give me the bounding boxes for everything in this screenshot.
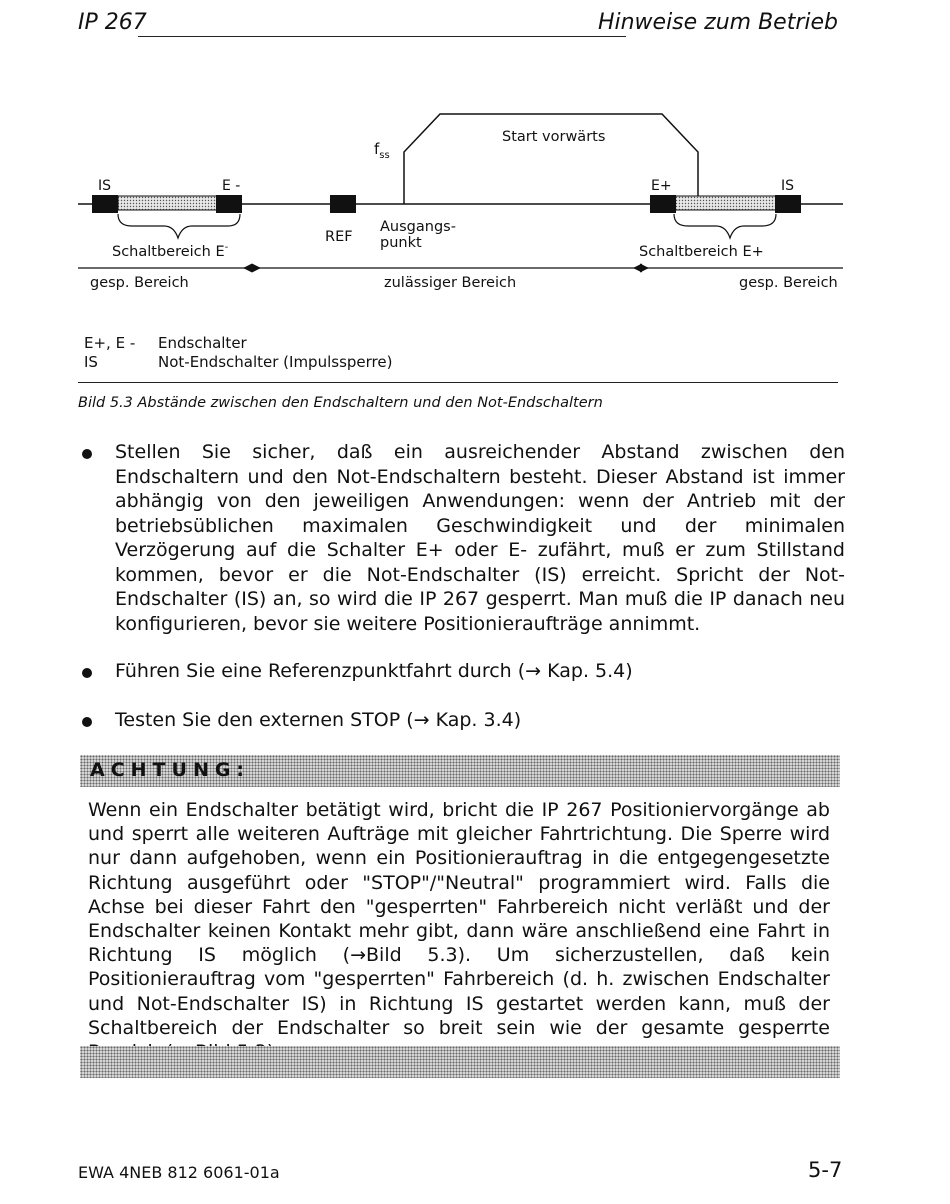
e-plus-label: E+ <box>651 178 672 194</box>
ausgangspunkt-label-2: punkt <box>380 235 422 251</box>
bullet-text: Führen Sie eine Referenzpunktfahrt durch (→ Kap. 5.4) <box>115 660 633 682</box>
bullet-dot <box>82 717 92 727</box>
zulaessiger-bereich-label: zulässiger Bereich <box>384 275 517 291</box>
page-number: 5-7 <box>808 1158 843 1182</box>
e-minus-block <box>216 195 242 213</box>
ref-block <box>330 195 356 213</box>
gesp-bereich-left-label: gesp. Bereich <box>90 275 189 291</box>
bullet-dot <box>82 449 92 459</box>
fss-label: $f_{ss}$ <box>374 140 390 161</box>
e-plus-block <box>650 195 676 213</box>
limit-switch-diagram <box>0 100 950 390</box>
warning-label: ACHTUNG: <box>90 759 251 781</box>
brace-right <box>674 214 776 238</box>
schaltbereich-minus-label: Schaltbereich E- <box>112 242 229 260</box>
header-left-title: IP 267 <box>78 10 147 35</box>
schaltbereich-minus-zone <box>118 196 218 210</box>
is-right-block <box>775 195 801 213</box>
ausgangspunkt-label-1: Ausgangs- <box>380 219 456 235</box>
bullet-dot <box>82 668 92 678</box>
legend-key-endschalter: E+, E - <box>84 334 136 352</box>
is-left-label: IS <box>98 178 112 194</box>
bullet-text: Stellen Sie sicher, daß ein ausreichender Abstand zwischen den Endschaltern und den Not-Endschaltern besteht. Dieser Abstand ist immer abhängig von den jeweiligen Anwendungen: wenn der Antrieb mit der betriebsüblichen maximalen Geschwindigkeit und der minimalen Verzögerung auf die Schalter E+ oder E- zufährt, muß er zum Stillstand kommen, bevor er die Not-Endschalter (IS) erreicht. Spricht der Not-Endschalter (IS) an, so wird die IP 267 gesperrt. Man muß die IP danach neu konfigurieren, bevor sie weitere Positionieraufträge annimmt. <box>115 441 845 635</box>
warning-footer-bar <box>80 1046 840 1078</box>
schaltbereich-plus-zone <box>674 196 776 210</box>
document-number: EWA 4NEB 812 6061-01a <box>78 1163 280 1182</box>
gesp-bereich-right-label: gesp. Bereich <box>739 275 838 291</box>
header-rule <box>138 36 626 37</box>
legend-key-is: IS <box>84 353 98 371</box>
bullet-text: Testen Sie den externen STOP (→ Kap. 3.4) <box>115 709 522 731</box>
e-minus-label: E - <box>222 178 241 194</box>
header-right-title: Hinweise zum Betrieb <box>597 10 838 35</box>
legend-value-endschalter: Endschalter <box>158 334 247 352</box>
caption-rule <box>78 382 838 383</box>
warning-text: Wenn ein Endschalter betätigt wird, bricht die IP 267 Positioniervorgänge ab und sperrt alle weiteren Aufträge mit gleicher Fahrtrichtung. Die Sperre wird nur dann aufgehoben, wenn ein Positionierauftrag in die entgegengesetzte Richtung ausgeführt oder "STOP"/"Neutral" programmiert wird. Falls die Achse bei dieser Fahrt den "gesperrten" Fahrbereich nicht verläßt und der Endschalter keinen Kontakt mehr gibt, dann wäre anschließend eine Fahrt in Richtung IS möglich (→Bild 5.3). Um sicherzustellen, daß kein Positionierauftrag vom "gesperrten" Fahrbereich (d. h. zwischen Endschalter und Not-Endschalter IS) in Richtung IS gestartet werden kann, muß der Schaltbereich der Endschalter so breit sein wie der gesamte gesperrte <box>88 799 830 1039</box>
is-left-block <box>92 195 118 213</box>
is-right-label: IS <box>781 178 795 194</box>
schaltbereich-plus-label: Schaltbereich E+ <box>639 244 764 260</box>
warning-header-bar <box>80 755 840 787</box>
ref-label: REF <box>325 229 353 245</box>
brace-left <box>118 214 240 238</box>
start-label: Start vorwärts <box>502 129 606 145</box>
legend-value-is: Not-Endschalter (Impulssperre) <box>158 353 393 371</box>
figure-caption: Bild 5.3 Abstände zwischen den Endschaltern und den Not-Endschaltern <box>78 395 603 411</box>
